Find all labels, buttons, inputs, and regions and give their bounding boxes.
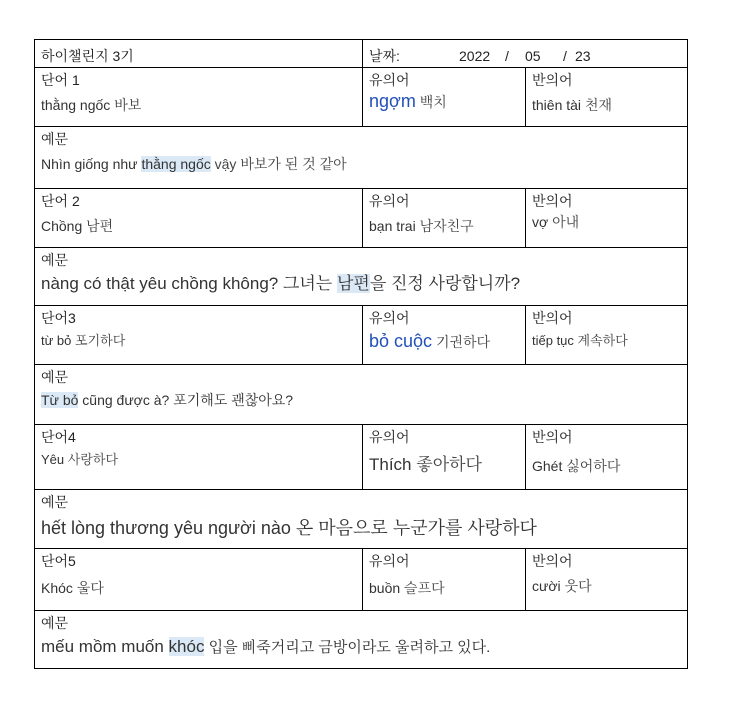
word-label-5: 단어5 (41, 553, 76, 569)
antonym-cell-4 (526, 425, 688, 490)
word-cell-1 (35, 68, 363, 127)
synonym-cell-5 (363, 549, 526, 611)
synonym-cell-1 (363, 68, 526, 127)
example-cell-5 (35, 611, 688, 669)
word-cell-5 (35, 549, 363, 611)
date-day: 23 (575, 48, 591, 64)
antonym-label-2: 반의어 (532, 193, 573, 209)
example-label-1: 예문 (41, 131, 69, 147)
word-label-3: 단어3 (41, 310, 76, 326)
synonym-cell-2 (363, 189, 526, 248)
synonym-cell-4 (363, 425, 526, 490)
word-label-1: 단어 1 (41, 72, 80, 88)
example-cell-3 (35, 365, 688, 425)
word-cell-4 (35, 425, 363, 490)
word-cell-3 (35, 306, 363, 365)
antonym-cell-3 (526, 306, 688, 365)
antonym-cell-1 (526, 68, 688, 127)
synonym-value-1: ngợm 백치 (369, 91, 447, 111)
antonym-label-3: 반의어 (532, 310, 573, 326)
word-label-4: 단어4 (41, 429, 76, 445)
sheet-title: 하이챌린지 3기 (41, 48, 134, 64)
synonym-value-2: bạn trai 남자친구 (369, 218, 474, 234)
synonym-cell-3 (363, 306, 526, 365)
synonym-label-3: 유의어 (369, 310, 410, 326)
example-sentence-4: hết lòng thương yêu người nào 온 마음으로 누군가를 사랑하다 (41, 518, 537, 538)
word-value-3: từ bỏ 포기하다 (41, 333, 126, 348)
antonym-cell-5 (526, 549, 688, 611)
synonym-value-3: bỏ cuộc 기권하다 (369, 331, 491, 351)
antonym-value-4: Ghét 싫어하다 (532, 458, 621, 474)
example-cell-1 (35, 127, 688, 189)
date-line (369, 42, 681, 70)
date-sep-1: / (505, 48, 509, 64)
example-sentence-3: Từ bỏ cũng được à? 포기해도 괜찮아요? (41, 392, 294, 408)
antonym-label-1: 반의어 (532, 72, 573, 88)
title-cell (35, 40, 363, 68)
antonym-label-5: 반의어 (532, 553, 573, 569)
example-sentence-2: nàng có thật yêu chồng không? 그녀는 남편을 진정 사랑합니까? (41, 274, 521, 293)
antonym-label-4: 반의어 (532, 429, 573, 445)
synonym-label-2: 유의어 (369, 193, 410, 209)
word-value-2: Chồng 남편 (41, 218, 114, 234)
antonym-value-1: thiên tài 천재 (532, 97, 612, 113)
antonym-value-5: cười 웃다 (532, 578, 592, 594)
example-label-3: 예문 (41, 369, 69, 385)
example-label-2: 예문 (41, 252, 69, 268)
example-label-5: 예문 (41, 615, 69, 631)
date-label: 날짜: (369, 48, 400, 64)
date-year: 2022 (459, 48, 491, 64)
date-month: 05 (525, 48, 541, 64)
example-sentence-5: mếu mồm muốn khóc 입을 삐죽거리고 금방이라도 울려하고 있다. (41, 637, 491, 656)
synonym-value-5: buồn 슬프다 (369, 580, 445, 596)
example-label-4: 예문 (41, 494, 69, 510)
example-cell-4 (35, 490, 688, 549)
word-label-2: 단어 2 (41, 193, 80, 209)
synonym-value-4: Thích 좋아하다 (369, 455, 482, 474)
word-value-5: Khóc 울다 (41, 580, 104, 596)
vocabulary-sheet (34, 39, 688, 669)
antonym-value-2: vợ 아내 (532, 214, 580, 230)
word-value-1: thằng ngốc 바보 (41, 97, 142, 113)
example-cell-2 (35, 248, 688, 306)
date-sep-2: / (563, 48, 567, 64)
word-value-4: Yêu 사랑하다 (41, 452, 118, 467)
synonym-label-1: 유의어 (369, 72, 410, 88)
antonym-value-3: tiếp tục 계속하다 (532, 333, 628, 348)
synonym-label-5: 유의어 (369, 553, 410, 569)
date-cell (363, 40, 688, 68)
word-cell-2 (35, 189, 363, 248)
example-sentence-1: Nhìn giống như thằng ngốc vậy 바보가 된 것 같아 (41, 156, 347, 172)
antonym-cell-2 (526, 189, 688, 248)
synonym-label-4: 유의어 (369, 429, 410, 445)
